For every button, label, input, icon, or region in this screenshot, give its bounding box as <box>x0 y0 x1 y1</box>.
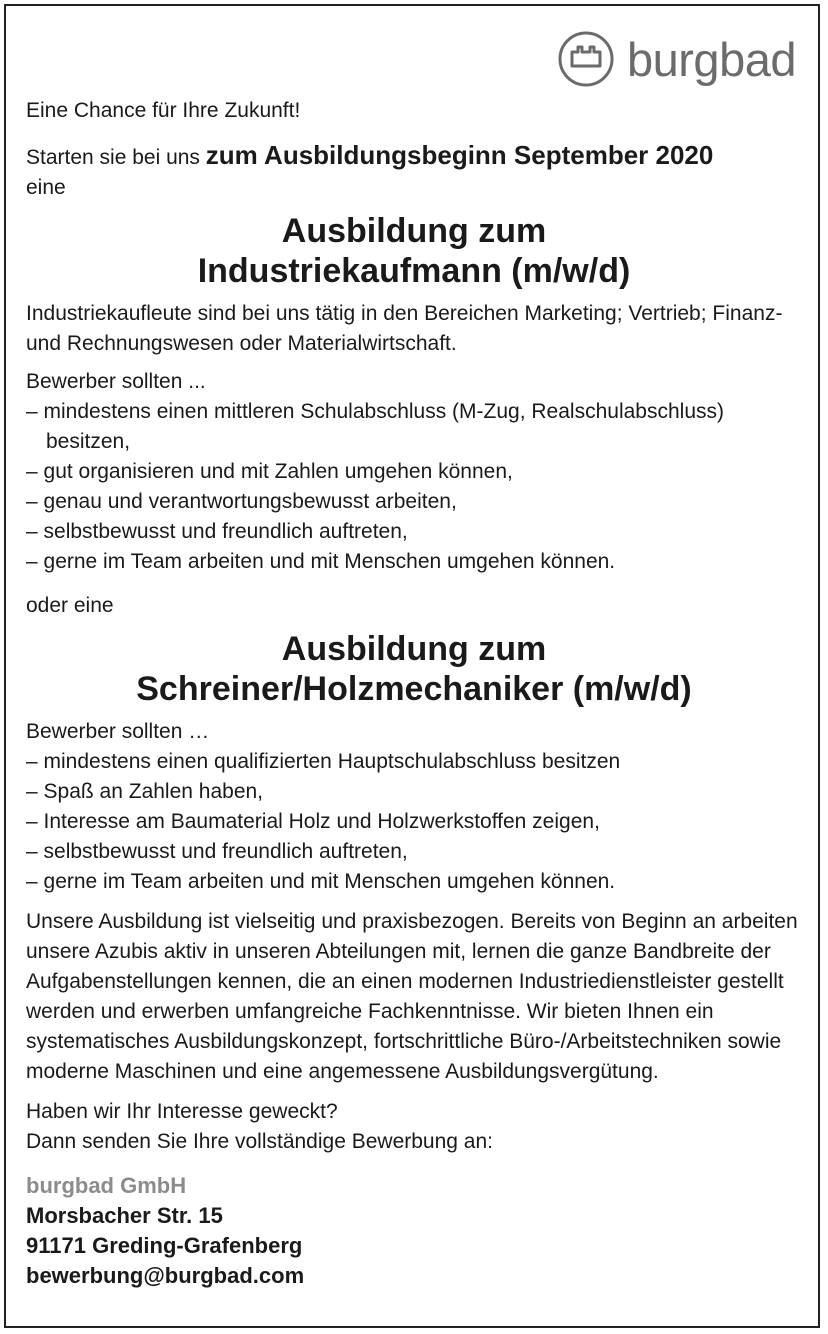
job1-requirements-list <box>26 397 802 577</box>
start-highlight: zum Ausbildungsbeginn September 2020 <box>205 140 714 170</box>
job2-title-line2: Schreiner/Holzmechaniker (m/w/d) <box>136 670 692 708</box>
contact-company: burgbad GmbH <box>26 1173 187 1198</box>
job1-requirements-intro: Bewerber sollten ... <box>26 370 206 393</box>
job2-requirements-list <box>26 747 802 897</box>
list-item: – selbstbewusst und freundlich auftreten, <box>26 837 802 867</box>
list-item: – mindestens einen qualifizierten Hauptschulabschluss besitzen <box>26 747 802 777</box>
job1-title <box>26 211 802 291</box>
job2-requirements-intro: Bewerber sollten … <box>26 720 210 743</box>
ad-frame <box>4 4 820 1328</box>
connector: oder eine <box>26 594 114 617</box>
start-suffix: eine <box>26 176 66 199</box>
list-item: – gut organisieren und mit Zahlen umgehen können, <box>26 457 802 487</box>
list-item: – genau und verantwortungsbewusst arbeiten, <box>26 487 802 517</box>
job2-title <box>26 629 802 709</box>
contact-city: 91171 Greding-Grafenberg <box>26 1233 303 1258</box>
start-line <box>26 140 802 173</box>
contact-block <box>26 1171 802 1291</box>
list-item: – Spaß an Zahlen haben, <box>26 777 802 807</box>
cta-line2: Dann senden Sie Ihre vollständige Bewerbung an: <box>26 1130 493 1153</box>
contact-email[interactable]: bewerbung@burgbad.com <box>26 1263 305 1288</box>
list-item: – mindestens einen mittleren Schulabschluss (M-Zug, Realschulabschluss) besitzen, <box>26 397 802 457</box>
offer-paragraph: Unsere Ausbildung ist vielseitig und praxisbezogen. Bereits von Beginn an arbeiten unsere Azubis aktiv in unseren Abteilungen mit, lernen die ganze Bandbreite der Aufgabenstellungen kennen, die an einen modernen Industriedienstleister gestellt werden und erwerben umfangreiche Fachkenntnisse. Wir bieten Ihnen ein systematisches Ausbildungskonzept, fortschrittliche Büro-/Arbeitstechniken sowie moderne Maschinen und eine angemessene Ausbildungsvergütung. <box>26 910 798 1083</box>
job2-title-line1: Ausbildung zum <box>281 630 547 668</box>
castle-circle-icon <box>557 30 615 88</box>
burgbad-logo <box>557 30 796 88</box>
headline: Eine Chance für Ihre Zukunft! <box>26 99 301 122</box>
job1-description: Industriekaufleute sind bei uns tätig in den Bereichen Marketing; Vertrieb; Finanz- und Rechnungswesen oder Materialwirtschaft. <box>26 302 783 355</box>
job1-title-line2: Industriekaufmann (m/w/d) <box>197 252 631 290</box>
job1-title-line1: Ausbildung zum <box>281 212 547 250</box>
start-prefix: Starten sie bei uns <box>26 146 206 169</box>
ad-content <box>26 96 802 1291</box>
list-item: – Interesse am Baumaterial Holz und Holzwerkstoffen zeigen, <box>26 807 802 837</box>
list-item: – gerne im Team arbeiten und mit Menschen umgehen können. <box>26 867 802 897</box>
list-item: – selbstbewusst und freundlich auftreten, <box>26 517 802 547</box>
list-item: – gerne im Team arbeiten und mit Menschen umgehen können. <box>26 547 802 577</box>
cta-line1: Haben wir Ihr Interesse geweckt? <box>26 1100 338 1123</box>
contact-street: Morsbacher Str. 15 <box>26 1203 223 1228</box>
logo-text: burgbad <box>627 32 796 86</box>
